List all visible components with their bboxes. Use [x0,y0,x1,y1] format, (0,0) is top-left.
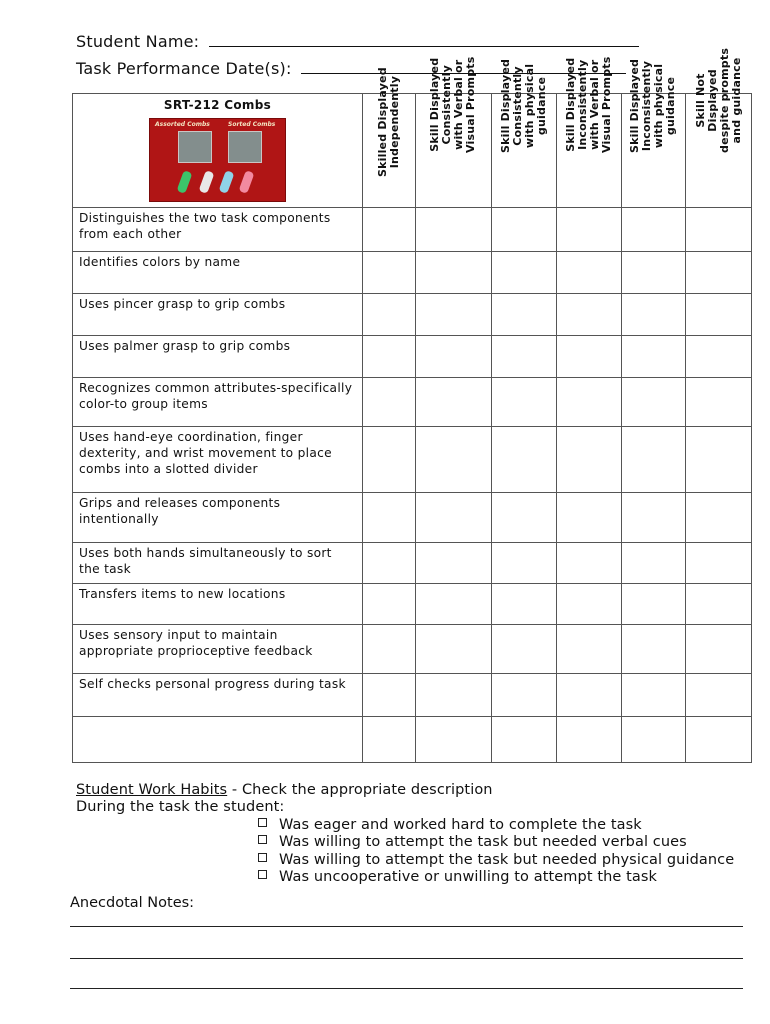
rating-cell[interactable] [621,252,686,294]
rating-label-emphasis: Displayed [705,69,719,132]
rating-label-emphasis: Consistently [440,65,454,145]
rating-cell[interactable] [686,208,752,252]
rating-column-label [695,48,743,153]
skill-description-cell [73,294,363,336]
skill-description: Grips and releases components intentionally [79,496,281,526]
work-habit-option[interactable] [258,834,734,851]
work-habits-title: Student Work Habits [76,782,228,798]
skill-row [73,294,752,336]
rating-cell[interactable] [621,378,686,427]
rating-label-text: guidance [535,76,549,136]
rating-cell[interactable] [686,378,752,427]
comb-3 [219,170,235,194]
comb-4 [239,170,255,194]
checkbox-icon[interactable] [258,870,267,879]
rating-cell[interactable] [415,625,492,674]
rating-cell[interactable] [362,294,415,336]
skill-description-cell [73,378,363,427]
rating-cell[interactable] [686,336,752,378]
rating-cell[interactable] [415,493,492,543]
work-habit-option-label: Was willing to attempt the task but needed verbal cues [279,834,687,851]
checkbox-icon[interactable] [258,853,267,862]
rating-cell[interactable] [621,427,686,493]
rating-label-line [707,48,719,153]
notes-line[interactable] [70,958,743,959]
rating-cell[interactable] [415,717,492,763]
rating-cell[interactable] [556,674,621,717]
rating-cell[interactable] [492,543,557,584]
student-name-label: Student Name: [76,32,200,51]
rating-cell[interactable] [492,208,557,252]
skill-description: Uses sensory input to maintain appropriate proprioceptive feedback [79,628,313,658]
sorted-tray [228,131,262,163]
rating-cell[interactable] [492,378,557,427]
rating-cell[interactable] [686,625,752,674]
comb-1 [177,170,193,194]
rating-label-line [695,48,707,153]
rating-cell[interactable] [492,427,557,493]
rating-cell[interactable] [415,208,492,252]
comb-2 [199,170,215,194]
student-name-blank[interactable] [209,32,639,47]
rating-cell[interactable] [415,294,492,336]
rating-cell[interactable] [492,584,557,625]
rating-column-header [621,58,686,208]
rating-cell[interactable] [492,252,557,294]
rating-label-emphasis: Independently [387,75,401,169]
skill-row [73,252,752,294]
work-habits-intro: During the task the student: [76,799,285,815]
skill-row [73,208,752,252]
rating-cell[interactable] [362,493,415,543]
rating-cell[interactable] [686,493,752,543]
skill-description: Recognizes common attributes-specifically color-to group items [79,381,353,411]
work-habits-section [76,782,493,816]
rating-label-text: despite prompts [717,47,731,153]
rating-label-text: with physical [652,63,666,149]
work-habit-option[interactable] [258,852,734,869]
rating-label-text: with Verbal or [587,59,601,150]
rating-cell[interactable] [621,717,686,763]
skill-description-cell [73,625,363,674]
rating-column-label [500,59,548,153]
rating-label-emphasis: Consistently [511,66,525,146]
rating-cell[interactable] [621,674,686,717]
skill-row [73,625,752,674]
rating-cell[interactable] [492,625,557,674]
rating-label-line [389,67,401,177]
rating-label-text: Skill [693,95,707,128]
rating-label-line [465,57,477,153]
checkbox-icon[interactable] [258,835,267,844]
rating-cell[interactable] [686,252,752,294]
anecdotal-notes-label: Anecdotal Notes: [70,895,195,911]
skill-description-cell [73,427,363,493]
rating-cell[interactable] [492,717,557,763]
rating-label-text: Skill Displayed [499,58,513,153]
rating-cell[interactable] [621,625,686,674]
rating-cell[interactable] [556,584,621,625]
rating-cell[interactable] [621,493,686,543]
rating-cell[interactable] [686,717,752,763]
rating-label-text: with physical [523,63,537,149]
checkbox-icon[interactable] [258,818,267,827]
skill-row [73,674,752,717]
skill-description: Distinguishes the two task components from each other [79,211,331,241]
rating-column-label [629,59,677,153]
skill-description-cell [73,584,363,625]
work-habit-option-label: Was eager and worked hard to complete the task [279,817,642,833]
skill-description: Uses hand-eye coordination, finger dexterity, and wrist movement to place combs into a slotted divider [79,430,332,476]
rating-cell[interactable] [362,208,415,252]
rating-cell[interactable] [556,625,621,674]
rating-cell[interactable] [415,674,492,717]
skill-description-cell [73,336,363,378]
rating-cell[interactable] [362,252,415,294]
task-image-cell [73,94,363,208]
skill-description: Self checks personal progress during task [79,677,346,691]
notes-line[interactable] [70,988,743,989]
rating-cell[interactable] [362,378,415,427]
rating-cell[interactable] [621,294,686,336]
rating-label-emphasis: Inconsistently [640,60,654,152]
rating-cell[interactable] [492,674,557,717]
skill-description-cell [73,674,363,717]
rating-cell[interactable] [492,493,557,543]
rating-cell[interactable] [556,378,621,427]
rating-column-header [492,58,557,208]
rating-column-header [556,56,621,208]
skill-description-cell [73,208,363,252]
rating-label-text: Skill Displayed [628,58,642,153]
rating-column-header [415,56,492,208]
rating-label-text: Visual Prompts [464,56,478,153]
rating-cell[interactable] [686,543,752,584]
rating-cell[interactable] [492,294,557,336]
rating-label-text: and guidance [729,57,743,144]
skill-description: Uses pincer grasp to grip combs [79,297,286,311]
work-habit-option-label: Was willing to attempt the task but needed physical guidance [279,851,735,868]
work-habit-option[interactable] [258,817,734,834]
rating-cell[interactable] [362,427,415,493]
skill-row [73,427,752,493]
skill-description-cell [73,493,363,543]
rating-cell[interactable] [621,584,686,625]
skill-description-cell [73,543,363,584]
rating-cell[interactable] [415,427,492,493]
task-image-title: SRT-212 Combs [163,98,272,112]
skill-row [73,717,752,763]
rating-cell[interactable] [362,717,415,763]
rating-label-line [536,59,548,153]
work-habit-option[interactable] [258,869,734,886]
skill-description [73,717,362,719]
rating-column-header [686,47,752,208]
rating-column-header [362,67,415,208]
rating-cell[interactable] [686,294,752,336]
rating-cell[interactable] [556,208,621,252]
rating-cell[interactable] [556,252,621,294]
rating-cell[interactable] [556,294,621,336]
skill-description: Uses both hands simultaneously to sort the task [79,546,332,576]
skill-description: Uses palmer grasp to grip combs [79,339,291,353]
rating-cell[interactable] [415,336,492,378]
rating-cell[interactable] [556,493,621,543]
skill-row [73,493,752,543]
skill-row [73,543,752,584]
rating-cell[interactable] [415,543,492,584]
skill-row [73,584,752,625]
skill-row [73,378,752,427]
rating-cell[interactable] [362,625,415,674]
rating-cell[interactable] [415,252,492,294]
work-habits-options [258,817,734,887]
student-name-field[interactable] [76,32,639,51]
rating-label-text: Skilled Displayed [375,67,389,177]
rating-column-label [377,67,401,177]
rating-cell[interactable] [686,674,752,717]
rating-cell[interactable] [556,336,621,378]
rating-label-emphasis: Not [693,73,707,96]
skill-description: Transfers items to new locations [79,587,286,601]
rating-label-line [731,48,743,153]
rating-column-label [565,57,613,153]
work-habits-instruction: - Check the appropriate description [227,782,493,798]
skill-description-cell [73,252,363,294]
rating-cell[interactable] [415,584,492,625]
photo-label-assorted: Assorted Combs [155,121,210,128]
rating-label-line [601,57,613,153]
photo-label-sorted: Sorted Combs [228,121,276,128]
notes-line[interactable] [70,926,743,927]
skill-row [73,336,752,378]
rating-cell[interactable] [415,378,492,427]
rating-cell[interactable] [492,336,557,378]
rating-label-line [719,48,731,153]
rating-cell[interactable] [362,543,415,584]
rating-label-emphasis: Inconsistently [575,59,589,150]
rubric-header-row [73,94,752,208]
rating-label-text: with Verbal or [452,59,466,150]
rating-label-text: guidance [664,76,678,136]
rating-label-line [565,57,577,153]
skill-description-cell [73,717,363,763]
rating-cell[interactable] [621,336,686,378]
work-habit-option-label: Was uncooperative or unwilling to attempt the task [279,869,658,886]
rating-label-text: Skill Displayed [563,57,577,152]
rating-label-text: Skill Displayed [428,57,442,152]
rating-cell[interactable] [556,543,621,584]
rating-cell[interactable] [556,717,621,763]
rating-cell[interactable] [686,427,752,493]
rating-cell[interactable] [362,336,415,378]
rating-column-label [429,57,477,153]
rating-cell[interactable] [556,427,621,493]
rating-label-line [377,67,389,177]
rating-label-text: Visual Prompts [599,56,613,153]
rating-label-line [577,57,589,153]
rating-label-line [665,59,677,153]
rating-cell[interactable] [686,584,752,625]
rating-label-line [589,57,601,153]
rating-cell[interactable] [621,208,686,252]
rating-cell[interactable] [621,543,686,584]
rating-cell[interactable] [362,674,415,717]
task-date-label: Task Performance Date(s): [76,59,292,78]
combs-photo [149,118,286,202]
assorted-tray [178,131,212,163]
skill-description: Identifies colors by name [79,255,241,269]
rating-cell[interactable] [362,584,415,625]
